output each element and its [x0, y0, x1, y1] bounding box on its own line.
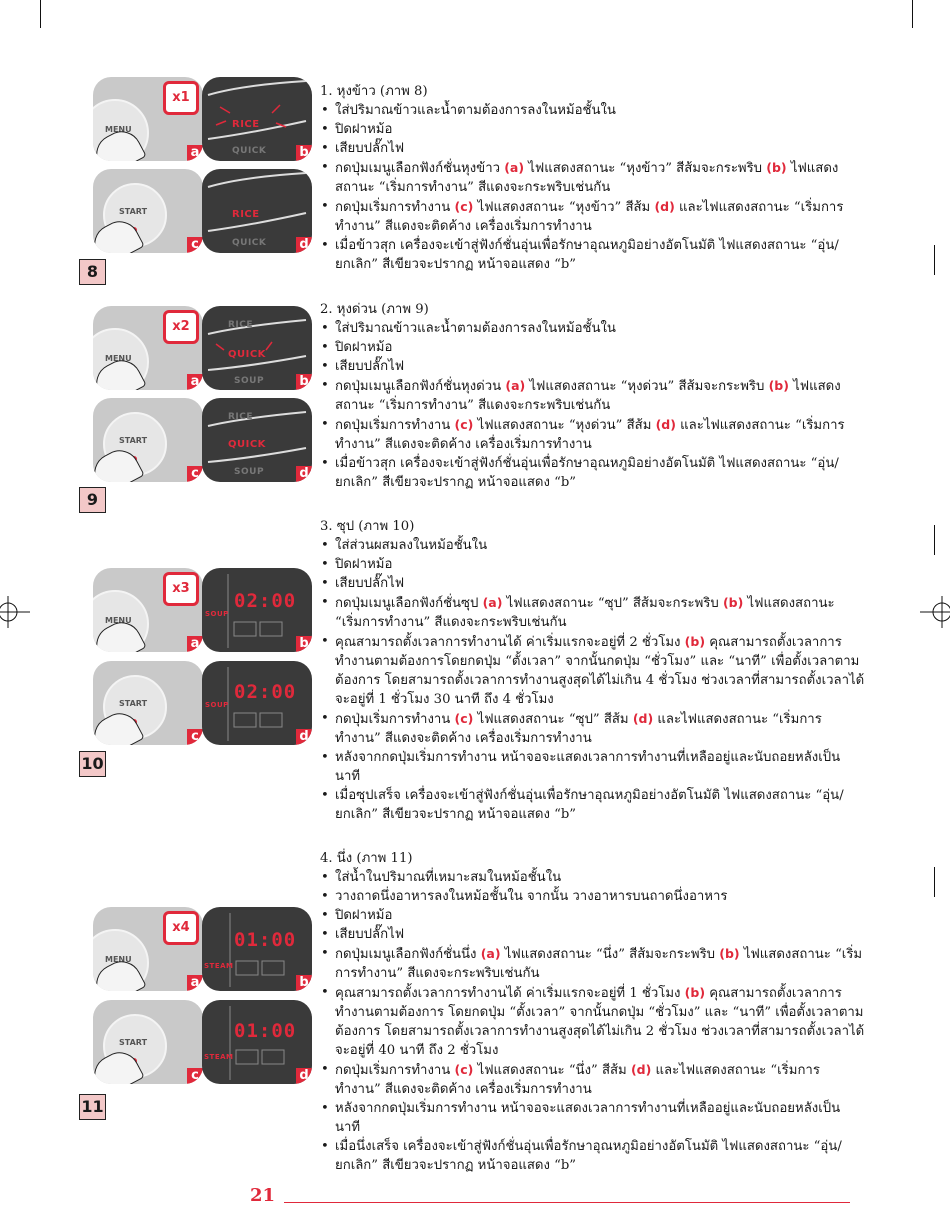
- list-item: • กดปุ่มเริ่มการทำงาน (c) ไฟแสดงสถานะ “หุงข้าว” สีส้ม (d) และไฟแสดงสถานะ “เริ่มการทำงาน” สีแดงจะติดค้าง เครื่องเริ่มการทำงาน: [320, 197, 865, 236]
- start-label: START: [119, 1038, 148, 1047]
- list-item: • เมื่อนึ่งเสร็จ เครื่องจะเข้าสู่ฟังก์ชั่นอุ่นเพื่อรักษาอุณหภูมิอย่างอัตโนมัติ ไฟแสดงสถานะ “อุ่น/ยกเลิก” สีเขียวจะปรากฏ หน้าจอแสดง “b”: [320, 1137, 865, 1175]
- instruction-list: [320, 319, 865, 492]
- menu-label: MENU: [105, 354, 132, 363]
- section-text: [320, 300, 865, 492]
- display-label-rice: RICE: [228, 412, 254, 422]
- list-item: • ปิดฝาหม้อ: [320, 338, 865, 357]
- registration-mark-left: [0, 592, 30, 632]
- start-label: START: [119, 436, 148, 445]
- cycle-icon: x4: [163, 911, 199, 945]
- display-label-soup: SOUP: [234, 376, 265, 386]
- section-title: 2. หุงด่วน (ภาพ 9): [320, 302, 429, 317]
- display-mode-soup: SOUP: [205, 610, 229, 618]
- figure-number: 9: [79, 487, 106, 513]
- display-label-quick: QUICK: [228, 439, 266, 450]
- illustration-display-steady: [202, 169, 312, 253]
- cycle-icon: x2: [163, 310, 199, 344]
- illustration-display-steady: [202, 661, 312, 745]
- illustration-start-press: [93, 661, 203, 745]
- tag-a: a: [187, 636, 203, 652]
- list-item: • เมื่อข้าวสุก เครื่องจะเข้าสู่ฟังก์ชั่นอุ่นเพื่อรักษาอุณหภูมิอย่างอัตโนมัติ ไฟแสดงสถานะ “อุ่น/ยกเลิก” สีเขียวจะปรากฏ หน้าจอแสดง “b”: [320, 236, 865, 274]
- step-reference: (b): [684, 634, 706, 649]
- list-item: • คุณสามารถตั้งเวลาการทำงานได้ ค่าเริ่มแรกจะอยู่ที่ 1 ชั่วโมง (b) คุณสามารถตั้งเวลาการทำงานตามต้องการ โดยกดปุ่ม “ตั้งเวลา” จากนั้นกดปุ่ม “ชั่วโมง” และ “นาที” เพื่อตั้งเวลาตามต้องการ โดยสามารถตั้งเวลาการทำงานสูงสุดได้ไม่เกิน 2 ชั่วโมง ช่วงเวลาที่สามารถตั้งเวลาได้จะอยู่ที่ 40 นาที ถึง 2 ชั่วโมง: [320, 983, 865, 1060]
- illustration-menu-press: [93, 306, 203, 390]
- illustration-start-press: [93, 1000, 203, 1084]
- display-time: 01:00: [234, 929, 297, 951]
- illustration-menu-press: [93, 568, 203, 652]
- display-label-rice: RICE: [228, 320, 254, 330]
- instruction-list: [320, 101, 865, 274]
- list-item: • เมื่อข้าวสุก เครื่องจะเข้าสู่ฟังก์ชั่นอุ่นเพื่อรักษาอุณหภูมิอย่างอัตโนมัติ ไฟแสดงสถานะ “อุ่น/ยกเลิก” สีเขียวจะปรากฏ หน้าจอแสดง “b”: [320, 454, 865, 492]
- menu-label: MENU: [105, 125, 132, 134]
- menu-label: MENU: [105, 955, 132, 964]
- display-label-rice: RICE: [232, 119, 260, 130]
- figure-number: 11: [79, 1094, 106, 1120]
- list-item: • คุณสามารถตั้งเวลาการทำงานได้ ค่าเริ่มแรกจะอยู่ที่ 2 ชั่วโมง (b) คุณสามารถตั้งเวลาการทำงานตามต้องการโดยกดปุ่ม “ตั้งเวลา” จากนั้นกดปุ่ม “ชั่วโมง” และ “นาที” เพื่อตั้งเวลาตามต้องการ โดยสามารถตั้งเวลาการทำงานสูงสุดได้ไม่เกิน 4 ชั่วโมง ช่วงเวลาที่สามารถตั้งเวลาได้จะอยู่ที่ 1 ชั่วโมง 30 นาที ถึง 4 ชั่วโมง: [320, 632, 865, 709]
- display-mode-soup: SOUP: [205, 701, 229, 709]
- tag-d: d: [296, 237, 312, 253]
- step-reference: (a): [505, 378, 526, 393]
- display-time: 02:00: [234, 681, 297, 703]
- crop-mark-top-left: [40, 0, 41, 28]
- step-reference: (a): [504, 160, 525, 175]
- list-item: • ปิดฝาหม้อ: [320, 906, 865, 925]
- step-reference: (d): [632, 711, 654, 726]
- display-time: 01:00: [234, 1020, 297, 1042]
- step-reference: (b): [722, 595, 744, 610]
- tag-c: c: [187, 1068, 203, 1084]
- illustration-start-press: [93, 398, 203, 482]
- list-item: • ปิดฝาหม้อ: [320, 120, 865, 139]
- step-reference: (b): [766, 160, 787, 175]
- illustration-display-blinking: [202, 568, 312, 652]
- illustration-menu-press: [93, 907, 203, 991]
- tag-b: b: [296, 975, 312, 991]
- tag-d: d: [296, 1068, 312, 1084]
- list-item: • ใส่น้ำในปริมาณที่เหมาะสมในหม้อชั้นใน: [320, 868, 865, 887]
- step-reference: (c): [454, 199, 474, 214]
- step-reference: (b): [719, 946, 740, 961]
- tag-a: a: [187, 374, 203, 390]
- section-text: [320, 82, 865, 274]
- illustration-display-blinking: [202, 306, 312, 390]
- registration-mark-right: [920, 592, 950, 632]
- step-reference: (c): [454, 417, 474, 432]
- section-text: [320, 517, 865, 824]
- display-label-quick: QUICK: [228, 349, 266, 360]
- list-item: • กดปุ่มเมนูเลือกฟังก์ชั่นหุงข้าว (a) ไฟแสดงสถานะ “หุงข้าว” สีส้มจะกระพริบ (b) ไฟแสดงสถานะ “เริ่มการทำงาน” สีแดงจะกระพริบเช่นกัน: [320, 158, 865, 197]
- display-label-rice: RICE: [232, 209, 260, 220]
- tag-a: a: [187, 145, 203, 161]
- page-number: 21: [250, 1185, 276, 1206]
- figure-number: 8: [79, 259, 106, 285]
- step-reference: (b): [768, 378, 789, 393]
- step-reference: (b): [684, 985, 706, 1000]
- tag-d: d: [296, 729, 312, 745]
- illustration-display-steady: [202, 398, 312, 482]
- section-title: 4. นึ่ง (ภาพ 11): [320, 851, 413, 866]
- step-reference: (c): [454, 1062, 474, 1077]
- illustration-start-press: [93, 169, 203, 253]
- section-text: [320, 849, 865, 1175]
- tag-b: b: [296, 636, 312, 652]
- cycle-icon: x3: [163, 572, 199, 606]
- section-title: 3. ซุป (ภาพ 10): [320, 519, 415, 534]
- list-item: • ใส่ปริมาณข้าวและน้ำตามต้องการลงในหม้อชั้นใน: [320, 101, 865, 120]
- tag-a: a: [187, 975, 203, 991]
- step-reference: (a): [482, 595, 503, 610]
- list-item: • หลังจากกดปุ่มเริ่มการทำงาน หน้าจอจะแสดงเวลาการทำงานที่เหลืออยู่และนับถอยหลังเป็นนาที: [320, 748, 865, 786]
- cycle-icon: x1: [163, 81, 199, 115]
- step-reference: (c): [454, 711, 474, 726]
- list-item: • กดปุ่มเริ่มการทำงาน (c) ไฟแสดงสถานะ “นึ่ง” สีส้ม (d) และไฟแสดงสถานะ “เริ่มการทำงาน” สีแดงจะติดค้าง เครื่องเริ่มการทำงาน: [320, 1060, 865, 1099]
- display-mode-steam: STEAM: [204, 1053, 234, 1061]
- crop-mark-right-3: [934, 867, 935, 897]
- footer-rule: [284, 1202, 850, 1203]
- list-item: • กดปุ่มเริ่มการทำงาน (c) ไฟแสดงสถานะ “หุงด่วน” สีส้ม (d) และไฟแสดงสถานะ “เริ่มการทำงาน” สีแดงจะติดค้าง เครื่องเริ่มการทำงาน: [320, 415, 865, 454]
- list-item: • เสียบปลั๊กไฟ: [320, 925, 865, 944]
- crop-mark-right-2: [934, 525, 935, 555]
- display-time: 02:00: [234, 590, 297, 612]
- list-item: • วางถาดนึ่งอาหารลงในหม้อชั้นใน จากนั้น วางอาหารบนถาดนึ่งอาหาร: [320, 887, 865, 906]
- tag-c: c: [187, 729, 203, 745]
- illustration-menu-press: [93, 77, 203, 161]
- list-item: • กดปุ่มเมนูเลือกฟังก์ชั่นซุป (a) ไฟแสดงสถานะ “ซุป” สีส้มจะกระพริบ (b) ไฟแสดงสถานะ “เริ่มการทำงาน” สีแดงจะกระพริบเช่นกัน: [320, 593, 865, 632]
- list-item: • เสียบปลั๊กไฟ: [320, 139, 865, 158]
- step-reference: (d): [630, 1062, 652, 1077]
- step-reference: (d): [655, 417, 676, 432]
- tag-b: b: [296, 374, 312, 390]
- display-label-quick: QUICK: [232, 146, 267, 156]
- display-label-soup: SOUP: [234, 467, 265, 477]
- instruction-list: [320, 536, 865, 824]
- list-item: • กดปุ่มเมนูเลือกฟังก์ชั่นหุงด่วน (a) ไฟแสดงสถานะ “หุงด่วน” สีส้มจะกระพริบ (b) ไฟแสดงสถานะ “เริ่มการทำงาน” สีแดงจะกระพริบเช่นกัน: [320, 376, 865, 415]
- tag-c: c: [187, 466, 203, 482]
- display-mode-steam: STEAM: [204, 962, 234, 970]
- display-label-quick: QUICK: [232, 238, 267, 248]
- list-item: • เสียบปลั๊กไฟ: [320, 357, 865, 376]
- tag-d: d: [296, 466, 312, 482]
- list-item: • กดปุ่มเมนูเลือกฟังก์ชั่นนึ่ง (a) ไฟแสดงสถานะ “นึ่ง” สีส้มจะกระพริบ (b) ไฟแสดงสถานะ “เริ่มการทำงาน” สีแดงจะกระพริบเช่นกัน: [320, 944, 865, 983]
- crop-mark-right-1: [934, 245, 935, 275]
- list-item: • หลังจากกดปุ่มเริ่มการทำงาน หน้าจอจะแสดงเวลาการทำงานที่เหลืออยู่และนับถอยหลังเป็นนาที: [320, 1099, 865, 1137]
- menu-label: MENU: [105, 616, 132, 625]
- crop-mark-top-right: [912, 0, 913, 28]
- instruction-list: [320, 868, 865, 1175]
- step-reference: (d): [654, 199, 675, 214]
- list-item: • เสียบปลั๊กไฟ: [320, 574, 865, 593]
- tag-b: b: [296, 145, 312, 161]
- list-item: • เมื่อซุปเสร็จ เครื่องจะเข้าสู่ฟังก์ชั่นอุ่นเพื่อรักษาอุณหภูมิอย่างอัตโนมัติ ไฟแสดงสถานะ “อุ่น/ยกเลิก” สีเขียวจะปรากฏ หน้าจอแสดง “b”: [320, 786, 865, 824]
- illustration-display-blinking: [202, 907, 312, 991]
- illustration-display-steady: [202, 1000, 312, 1084]
- start-label: START: [119, 699, 148, 708]
- illustration-display-blinking: [202, 77, 312, 161]
- figure-number: 10: [79, 751, 106, 777]
- list-item: • ใส่ส่วนผสมลงในหม้อชั้นใน: [320, 536, 865, 555]
- list-item: • ใส่ปริมาณข้าวและน้ำตามต้องการลงในหม้อชั้นใน: [320, 319, 865, 338]
- start-label: START: [119, 207, 148, 216]
- list-item: • กดปุ่มเริ่มการทำงาน (c) ไฟแสดงสถานะ “ซุป” สีส้ม (d) และไฟแสดงสถานะ “เริ่มการทำงาน” สีแดงจะติดค้าง เครื่องเริ่มการทำงาน: [320, 709, 865, 748]
- section-title: 1. หุงข้าว (ภาพ 8): [320, 84, 428, 99]
- step-reference: (a): [480, 946, 501, 961]
- list-item: • ปิดฝาหม้อ: [320, 555, 865, 574]
- tag-c: c: [187, 237, 203, 253]
